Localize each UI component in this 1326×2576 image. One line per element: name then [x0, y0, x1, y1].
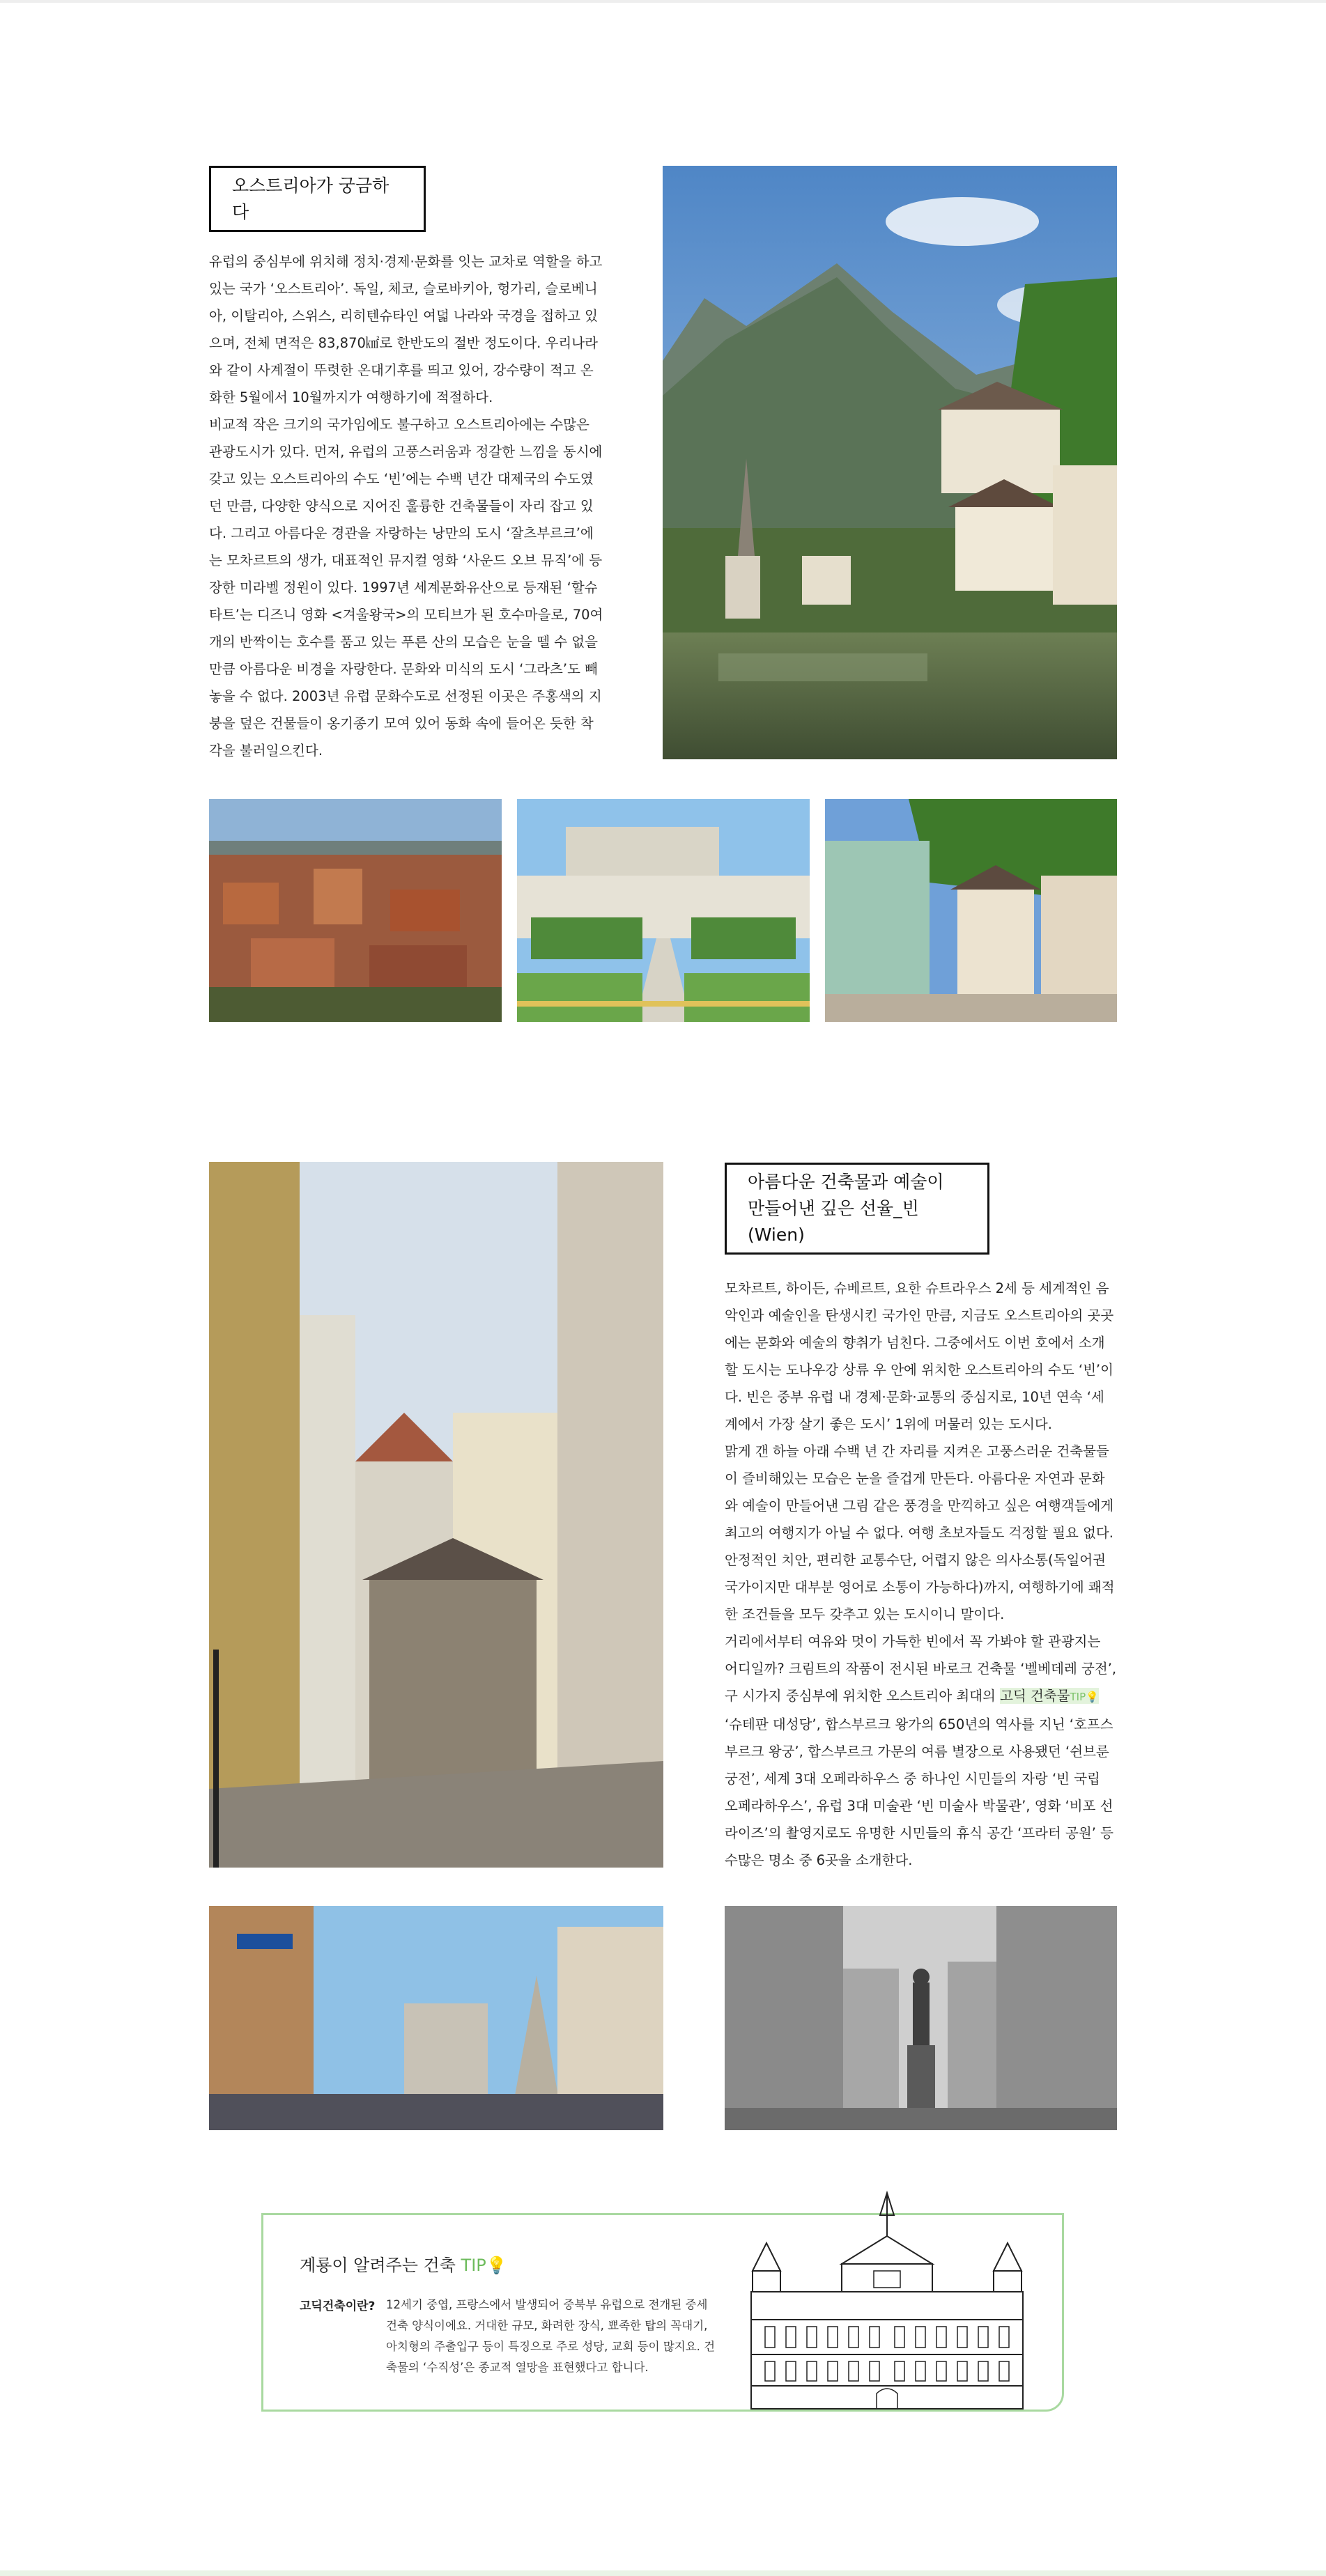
section2-paragraph-3-end: ‘슈테판 대성당’, 합스부르크 왕가의 650년의 역사를 지닌 ‘호프스부르크 왕궁’, 합스부르크 가문의 여름 별장으로 사용됐던 ‘쉰브룬 궁전’, 세계 3대 오페라하우스 중 하나인 시민들의 자랑 ‘빈 국립 오페라하우스’, 유럽 3대 미술관 ‘빈 미술사 박물관’, 영화 ‘비포 선라이즈’의 촬영지로도 유명한 시민들의 휴식 공간 ‘프라터 공원’ 등 수많은 명소 중 6곳을 소개한다. [725, 1716, 1113, 1868]
section2-paragraph-1: 모차르트, 하이든, 슈베르트, 요한 슈트라우스 2세 등 세계적인 음악인과 예술인을 탄생시킨 국가인 만큼, 지금도 오스트리아의 곳곳에는 문화와 예술의 향취가 넘친다. 그중에서도 이번 호에서 소개할 도시는 도나우강 상류 우 안에 위치한 오스트리아의 수도 ‘빈’이다. 빈은 중부 유럽 내 경제·문화·교통의 중심지로, 10년 연속 ‘세계에서 가장 살기 좋은 도시’ 1위에 머물러 있는 도시다. [725, 1280, 1114, 1432]
tip-title [300, 2251, 507, 2276]
section1-paragraph-1: 유럽의 중심부에 위치해 정치·경제·문화를 잇는 교차로 역할을 하고 있는 국가 ‘오스트리아’. 독일, 체코, 슬로바키아, 헝가리, 슬로베니아, 이탈리아, 스위스, 리히텐슈타인 여덟 나라와 국경을 접하고 있으며, 전체 면적은 83,870㎢로 한반도의 절반 정도이다. 우리나라와 같이 사계절이 뚜렷한 온대기후를 띄고 있어, 강수량이 적고 온화한 5월에서 10월까지가 여행하기에 적절하다. [209, 254, 603, 405]
mirabell-garden-photo [517, 799, 810, 1022]
section2-paragraph-2: 맑게 갠 하늘 아래 수백 년 간 자리를 지켜온 고풍스러운 건축물들이 즐비해있는 모습은 눈을 즐겁게 만든다. 아름다운 자연과 문화와 예술이 만들어낸 그림 같은 풍경을 만끽하고 싶은 여행객들에게 최고의 여행지가 아닐 수 없다. 여행 초보자들도 걱정할 필요 없다. 안정적인 치안, 편리한 교통수단, 어렵지 않은 의사소통(독일어권 국가이지만 대부분 영어로 소통이 가능하다)까지, 여행하기에 쾌적한 조건들을 모두 갖추고 있는 도시이니 말이다. [725, 1443, 1115, 1622]
section2-body [725, 1275, 1117, 1874]
section2-title-line-2: 만들어낸 깊은 선율_빈(Wien) [748, 1198, 919, 1245]
tip-label: 고딕건축이란? [300, 2299, 376, 2313]
section1-body [209, 248, 603, 764]
section1-title-box [209, 166, 426, 232]
architecture-tip-box [261, 2213, 1064, 2412]
tip-title-main: 계룡이 알려주는 건축 [300, 2256, 461, 2275]
bottom-divider [0, 2570, 1326, 2576]
top-divider [0, 0, 1326, 3]
tip-description: 12세기 중엽, 프랑스에서 발생되어 중북부 유럽으로 전개된 중세 건축 양식이에요. 거대한 규모, 화려한 장식, 뾰족한 탑의 꼭대기, 아치형의 주출입구 등이 특징으로 주로 성당, 교회 등이 많지요. 건축물의 ‘수직성’은 종교적 열망을 표현했다고 합니다. [386, 2298, 716, 2374]
gothic-building-illustration [737, 2187, 1037, 2412]
gothic-architecture-term: 고딕 건축물 [1000, 1688, 1070, 1704]
section2-paragraph-3 [725, 1628, 1117, 1874]
hallstatt-photo [663, 166, 1117, 759]
lightbulb-icon: 💡 [1086, 1691, 1099, 1703]
lightbulb-icon: 💡 [486, 2256, 507, 2275]
section1-title: 오스트리아가 궁금하다 [232, 175, 390, 222]
section2-paragraph-3-start: 거리에서부터 여유와 멋이 가득한 빈에서 꼭 가봐야 할 관광지는 어디일까? 크림트의 작품이 전시된 바로크 건축물 ‘벨베데레 궁전’, 구 시가지 중심부에 위치한 오스트리아 최대의 [725, 1634, 1117, 1704]
hallstatt-square-photo [825, 799, 1117, 1022]
vienna-street-photo [209, 1162, 663, 1868]
section2-title-box [725, 1163, 989, 1255]
statue-square-photo [725, 1906, 1117, 2130]
section1-paragraph-2: 비교적 작은 크기의 국가임에도 불구하고 오스트리아에는 수많은 관광도시가 있다. 먼저, 유럽의 고풍스러움과 정갈한 느낌을 동시에 갖고 있는 오스트리아의 수도 ‘빈’에는 수백 년간 대제국의 수도였던 만큼, 다양한 양식으로 지어진 훌륭한 건축물들이 자리 잡고 있다. 그리고 아름다운 경관을 자랑하는 낭만의 도시 ‘잘츠부르크’에는 모차르트의 생가, 대표적인 뮤지컬 영화 ‘사운드 오브 뮤직’에 등장한 미라벨 정원이 있다. 1997년 세계문화유산으로 등재된 ‘할슈타트’는 디즈니 영화 <겨울왕국>의 모티브가 된 호수마을로, 70여 개의 반짝이는 호수를 품고 있는 푸른 산의 모습은 눈을 뗄 수 없을 만큼 아름다운 비경을 자랑한다. 문화와 미식의 도시 ‘그라츠’도 빼놓을 수 없다. 2003년 유럽 문화수도로 선정된 이곳은 주홍색의 지붕을 덮은 건물들이 옹기종기 모여 있어 동화 속에 들어온 듯한 착각을 불러일으킨다. [209, 417, 603, 759]
section2-title-line-1: 아름다운 건축물과 예술이 [748, 1172, 944, 1192]
tip-title-tip: TIP [461, 2256, 486, 2275]
tip-marker: TIP [1070, 1691, 1086, 1703]
gothic-architecture-highlight[interactable] [1000, 1688, 1099, 1704]
graz-rooftops-photo [209, 799, 502, 1022]
graben-street-photo [209, 1906, 663, 2130]
